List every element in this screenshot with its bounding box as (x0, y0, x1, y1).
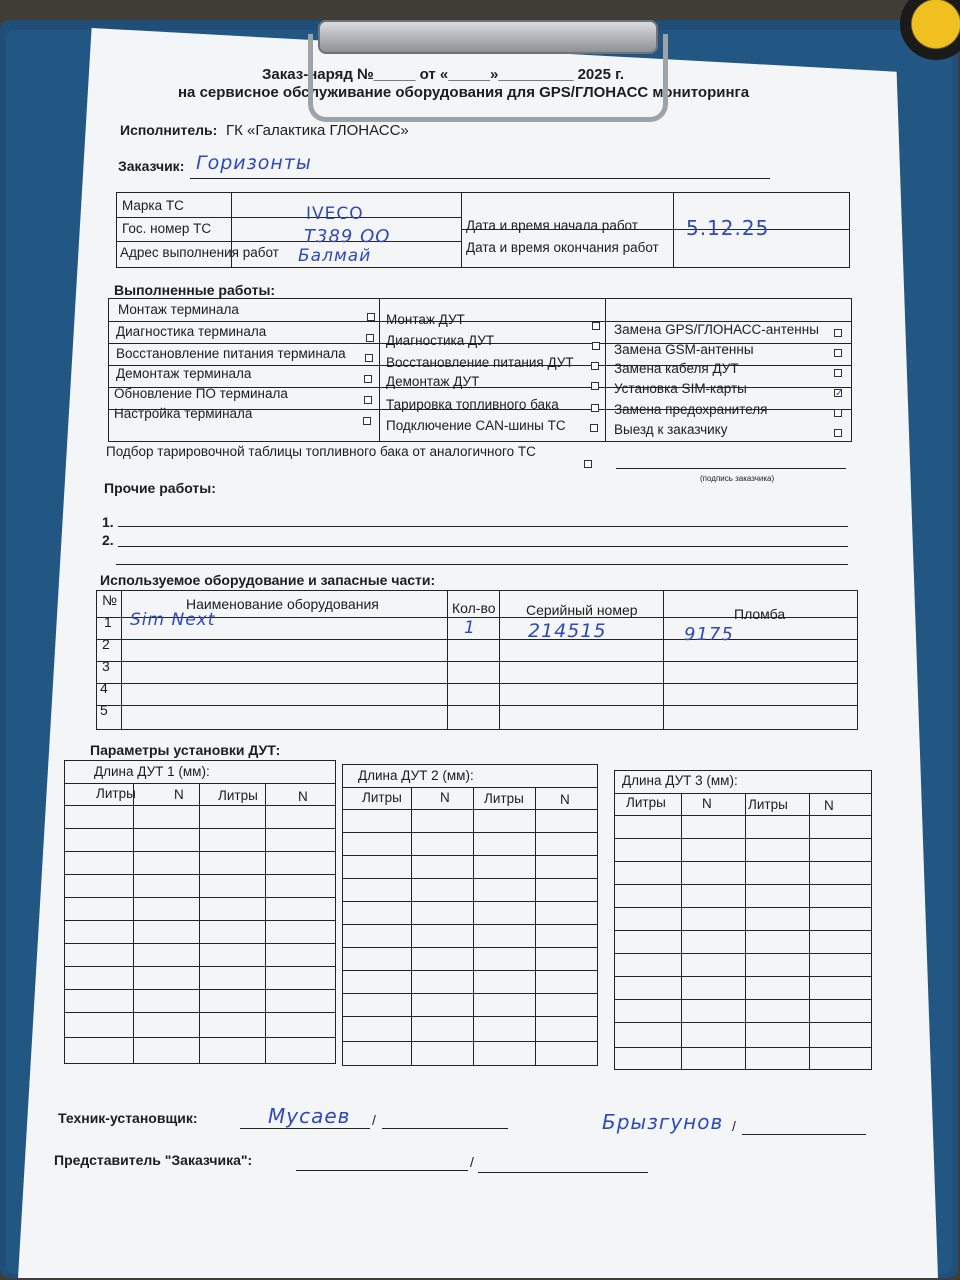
signature-caption: (подпись заказчика) (700, 474, 775, 483)
executor-label: Исполнитель: (120, 122, 218, 138)
other-extra-line (116, 564, 848, 565)
technician-slash: / (372, 1112, 376, 1128)
work-item: Настройка терминала (114, 406, 253, 421)
equipment-row-number: 3 (102, 658, 110, 674)
title-line-2: на сервисное обслуживание оборудования для GPS/ГЛОНАСС мониторинга (178, 84, 750, 101)
work-checkbox[interactable] (834, 429, 842, 437)
start-label: Дата и время начала работ (466, 218, 638, 233)
other-item-1-number: 1. (102, 514, 114, 530)
end-label: Дата и время окончания работ (466, 240, 659, 255)
other-item-2-number: 2. (102, 532, 114, 548)
work-checkbox[interactable] (366, 334, 374, 342)
work-item: Восстановление питания ДУТ (386, 355, 574, 370)
work-checkbox[interactable] (365, 354, 373, 362)
work-checkbox[interactable] (367, 313, 375, 321)
work-checkbox[interactable] (590, 424, 598, 432)
customer-value: Горизонты (196, 152, 312, 174)
work-checkbox[interactable] (592, 322, 600, 330)
work-item: Монтаж терминала (118, 302, 239, 317)
dut-3-label: Длина ДУТ 3 (мм): (622, 773, 738, 788)
executor-value: ГК «Галактика ГЛОНАСС» (226, 122, 409, 139)
customer-rep-name-line (742, 1134, 866, 1135)
other-item-1-line (118, 526, 848, 527)
tarirovka-label: Подбор тарировочной таблицы топливного бака от аналогичного ТС (106, 444, 536, 459)
work-item: Восстановление питания терминала (116, 346, 346, 361)
equipment-row-number: 5 (100, 702, 108, 718)
equipment-row-number: 2 (102, 636, 110, 652)
work-checkbox[interactable] (591, 382, 599, 390)
work-checkbox[interactable] (834, 409, 842, 417)
dut-1-label: Длина ДУТ 1 (мм): (94, 764, 210, 779)
equipment-row-qty: 1 (464, 618, 476, 638)
equipment-row-name: Sim Next (130, 610, 216, 630)
dut-3-col-n-2: N (824, 798, 834, 813)
equipment-title: Используемое оборудование и запасные части: (100, 572, 436, 588)
dut-2-col-liters: Литры (362, 790, 402, 805)
dut-1-col-liters-2: Литры (218, 788, 258, 803)
works-title: Выполненные работы: (114, 282, 276, 298)
work-item: Установка SIM-карты (614, 381, 747, 396)
equipment-header-number: № (102, 592, 118, 608)
plate-label: Гос. номер ТС (122, 221, 212, 236)
equipment-row-number: 1 (104, 614, 112, 630)
work-item: Диагностика ДУТ (386, 333, 495, 348)
dut-3-col-n: N (702, 796, 712, 811)
work-checkbox[interactable] (364, 375, 372, 383)
customer-signature-line (616, 468, 846, 469)
equipment-header-qty: Кол-во (452, 600, 496, 616)
work-checkbox[interactable] (834, 329, 842, 337)
dut-title: Параметры установки ДУТ: (90, 742, 281, 758)
work-item: Замена GPS/ГЛОНАСС-антенны (614, 322, 819, 337)
equipment-header-serial: Серийный номер (526, 602, 638, 618)
sim-card-checkbox-checked[interactable]: ✓ (835, 388, 844, 399)
customer-line (190, 178, 770, 179)
equipment-row-number: 4 (100, 680, 108, 696)
brand-label: Марка ТС (122, 198, 184, 213)
equipment-header-name: Наименование оборудования (186, 596, 379, 612)
work-item: Диагностика терминала (116, 324, 267, 339)
clipboard-clip (308, 14, 668, 124)
customer-label: Заказчик: (118, 158, 185, 174)
work-item: Монтаж ДУТ (386, 312, 465, 327)
work-checkbox[interactable] (591, 404, 599, 412)
dut-2-col-n: N (440, 790, 450, 805)
other-works-title: Прочие работы: (104, 480, 216, 496)
work-item: Замена GSM-антенны (614, 342, 754, 357)
work-checkbox[interactable] (834, 349, 842, 357)
start-value: 5.12.25 (686, 216, 770, 240)
representative-slash: / (470, 1154, 474, 1170)
dut-table-1 (64, 760, 336, 1064)
work-item: Подключение CAN-шины ТС (386, 418, 566, 433)
dut-1-col-n: N (174, 787, 184, 802)
work-item: Выезд к заказчику (614, 422, 728, 437)
dut-2-col-liters-2: Литры (484, 791, 524, 806)
work-checkbox[interactable] (363, 417, 371, 425)
plate-value: Т389 ОО (304, 226, 391, 247)
technician-signature: Мусаев (268, 1104, 351, 1128)
work-item: Демонтаж терминала (116, 366, 252, 381)
tarirovka-checkbox[interactable] (584, 460, 592, 468)
equipment-row-seal: 9175 (684, 624, 734, 645)
technician-name-line (382, 1128, 508, 1129)
work-checkbox[interactable] (592, 342, 600, 350)
work-item: Замена кабеля ДУТ (614, 361, 739, 376)
brand-value: IVECO (306, 204, 364, 224)
dut-3-col-liters: Литры (626, 795, 666, 810)
technician-label: Техник-установщик: (58, 1110, 198, 1126)
equipment-row-serial: 214515 (528, 620, 607, 642)
dut-1-col-n-2: N (298, 789, 308, 804)
technician-sign-line (240, 1128, 370, 1129)
representative-name-line (478, 1172, 648, 1173)
dut-2-label: Длина ДУТ 2 (мм): (358, 768, 474, 783)
customer-rep-signature: Брызгунов (602, 1110, 724, 1134)
work-item: Демонтаж ДУТ (386, 374, 480, 389)
customer-rep-slash: / (732, 1118, 736, 1134)
work-checkbox[interactable] (364, 396, 372, 404)
address-value: Балмай (298, 246, 372, 266)
work-checkbox[interactable] (591, 362, 599, 370)
dut-3-col-liters-2: Литры (748, 797, 788, 812)
work-item: Замена предохранителя (614, 402, 768, 417)
address-label: Адрес выполнения работ (120, 245, 279, 260)
work-checkbox[interactable] (834, 369, 842, 377)
dut-table-3 (614, 770, 872, 1070)
equipment-header-seal: Пломба (734, 606, 786, 622)
representative-sign-line (296, 1170, 468, 1171)
work-item: Тарировка топливного бака (386, 397, 559, 412)
title-line-1: Заказ-наряд №_____ от «_____»_________ 2025 г. (262, 66, 625, 83)
other-item-2-line (118, 546, 848, 547)
work-item: Обновление ПО терминала (114, 386, 288, 401)
representative-label: Представитель "Заказчика": (54, 1152, 253, 1168)
dut-2-col-n-2: N (560, 792, 570, 807)
dut-1-col-liters: Литры (96, 786, 136, 801)
dut-table-2 (342, 764, 598, 1066)
